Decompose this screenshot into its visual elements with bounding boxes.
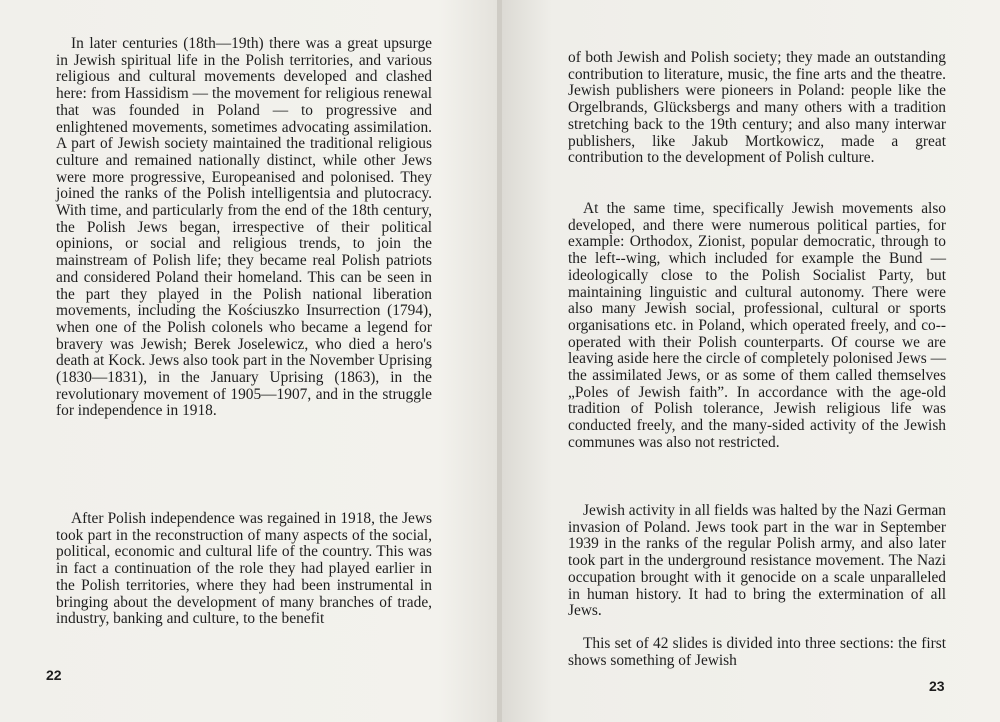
left-paragraph-1: In later centuries (18th—19th) there was a great upsurge in Jewish spiritual life in the Polish territories, and various religious and cultural movements developed and clashed here: from Hassidism — the movement for religious renewal that was founded in Poland — to progressive and enlightened movements, sometimes advocating assimilation. A part of Jewish society maintained the traditional religious culture and remained nationally distinct, while other Jews were more progressive, Europeanised and polonised. They joined the ranks of the Polish intelligentsia and plutocracy. With time, and particularly from the end of the 18th century, the Polish Jews began, irrespective of their political opinions, or social and religious trends, to join the mainstream of Polish life; they became real Polish patriots and considered Poland their homeland. This can be seen in the part they played in the Polish national liberation movements, including the Kościuszko Insurrection (1794), when one of the Polish colonels who became a legend for bravery was Jewish; Berek Joselewicz, who died a hero's death at Kock. Jews also took part in the November Uprising (1830—1831), in the January Uprising (1863), in the revolutionary movement of 1905—1907, and in the struggle for independence in 1918. bbox=[56, 35, 432, 420]
right-paragraph-2: At the same time, specifically Jewish movements also developed, and there were numerous political parties, for example: Orthodox, Zionist, popular democratic, through to the left--wing, which included for example the Bund — ideologically close to the Polish Socialist Party, but maintaining linguistic and cultural autonomy. There were also many Jewish social, professional, cultural or sports organisations etc. in Poland, which operated freely, and co--operated with their Polish counterparts. Of course we are leaving aside here the circle of completely polonised Jews — the assimilated Jews, or as some of them called themselves „Poles of Jewish faith”. In accordance with the age-old tradition of Polish tolerance, Jewish religious life was conducted freely, and the many-sided activity of the Jewish communes was also not restricted. bbox=[568, 200, 946, 451]
left-page bbox=[0, 0, 498, 722]
page-number-right: 23 bbox=[929, 678, 945, 694]
page-number-left: 22 bbox=[46, 667, 62, 683]
right-paragraph-1: of both Jewish and Polish society; they made an outstanding contribution to literature, music, the fine arts and the theatre. Jewish publishers were pioneers in Poland: people like the Orgelbrands, Glücksbergs and many others with a tradition stretching back to the 19th century; and also many interwar publishers, like Jakub Mortkowicz, made a great contribution to the development of Polish culture. bbox=[568, 49, 946, 167]
left-paragraph-2: After Polish independence was regained in 1918, the Jews took part in the reconstruction of many aspects of the social, political, economic and cultural life of the country. This was in fact a continuation of the role they had played earlier in the Polish territories, where they had been instrumental in bringing about the development of many branches of trade, industry, banking and culture, to the benefit bbox=[56, 510, 432, 628]
right-paragraph-4: This set of 42 slides is divided into three sections: the first shows something of Jewish bbox=[568, 635, 946, 669]
right-page bbox=[502, 0, 1000, 722]
right-paragraph-3: Jewish activity in all fields was halted by the Nazi German invasion of Poland. Jews took part in the war in September 1939 in the ranks of the regular Polish army, and also later took part in the underground resistance movement. The Nazi occupation brought with it genocide on a scale unparalleled in human history. It had to bring the extermination of all Jews. bbox=[568, 502, 946, 620]
